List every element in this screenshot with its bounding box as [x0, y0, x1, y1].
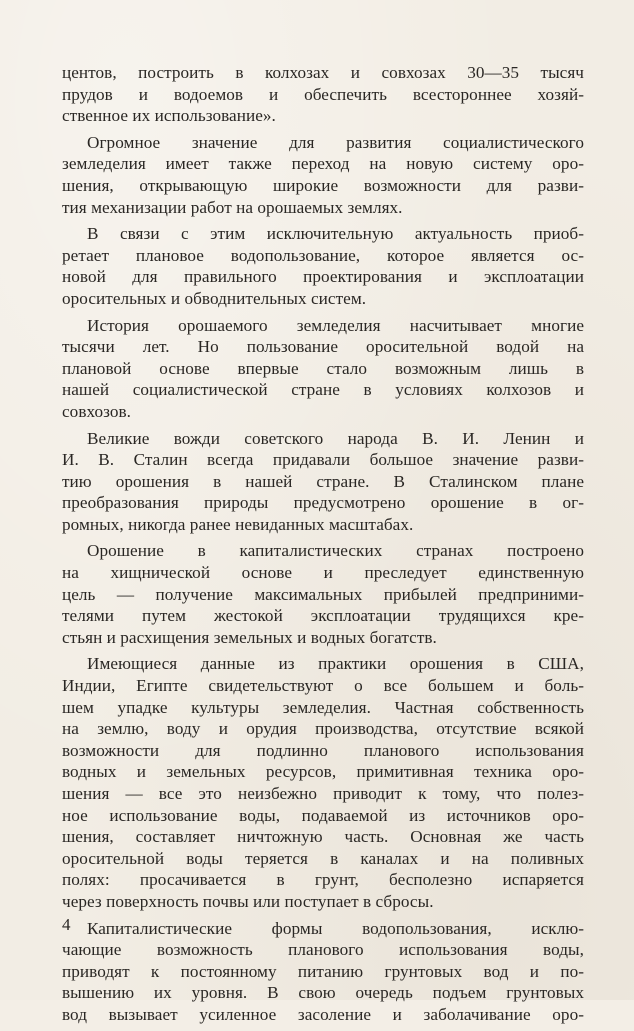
text-line: ное использование воды, подаваемой из источников оро-: [62, 805, 584, 825]
paragraph-1: [62, 62, 584, 127]
text-line: оросительных и обводнительных систем.: [62, 288, 367, 308]
page-number: 4: [62, 915, 71, 934]
text-line: Великие вожди советского народа В. И. Ленин и: [87, 428, 584, 448]
text-line: вышению их уровня. В свою очередь подъем грунтовых: [62, 983, 584, 1003]
text-line: шем упадке культуры земледелия. Частная собственность: [62, 697, 584, 717]
body-text: [62, 62, 584, 1031]
text-line: ретает плановое водопользование, которое является ос-: [62, 245, 584, 265]
text-line: чающие возможность планового использования воды,: [62, 940, 584, 960]
text-line: возможности для подлинно планового использования: [62, 740, 584, 760]
text-line: ромных, никогда ранее невиданных масштабах.: [62, 514, 414, 534]
paragraph-5: [62, 428, 584, 536]
paragraph-3: [62, 223, 584, 309]
text-line: Огромное значение для развития социалистического: [87, 132, 584, 152]
text-line: стьян и расхищения земельных и водных богатств.: [62, 627, 437, 647]
text-line: совхозов.: [62, 401, 132, 421]
text-line: тия механизации работ на орошаемых землях.: [62, 197, 403, 217]
text-line: через поверхность почвы или поступает в сбросы.: [62, 891, 434, 911]
text-line: В связи с этим исключительную актуальность приоб-: [87, 224, 584, 244]
text-line: новой для правильного проектирования и эксплоатации: [62, 267, 584, 287]
paragraph-8: [62, 918, 584, 1026]
text-line: И. В. Сталин всегда придавали большое значение разви-: [62, 450, 584, 470]
text-line: Индии, Египте свидетельствуют о все большем и боль-: [62, 676, 584, 696]
text-line: прудов и водоемов и обеспечить всестороннее хозяй-: [62, 84, 584, 104]
text-line: плановой основе впервые стало возможным лишь в: [62, 358, 584, 378]
text-line: Орошение в капиталистических странах построено: [87, 541, 584, 561]
paragraph-6: [62, 540, 584, 648]
text-line: нашей социалистической стране в условиях колхозов и: [62, 380, 584, 400]
text-line: земледелия имеет также переход на новую систему оро-: [62, 154, 584, 174]
text-line: шения, составляет ничтожную часть. Основная же часть: [62, 827, 584, 847]
text-line: шения, открывающую широкие возможности для разви-: [62, 175, 584, 195]
text-line: тысячи лет. Но пользование оросительной водой на: [62, 337, 584, 357]
paragraph-2: [62, 132, 584, 218]
text-line: Имеющиеся данные из практики орошения в США,: [87, 654, 584, 674]
text-line: шения — все это неизбежно приводит к тому, что полез-: [62, 784, 584, 803]
text-line: ственное их использование».: [62, 106, 276, 126]
text-line: цель — получение максимальных прибылей предприними-: [62, 584, 584, 604]
text-line: тию орошения в нашей стране. В Сталинском плане: [62, 471, 584, 491]
text-line: оросительной воды теряется в каналах и на поливных: [62, 848, 584, 868]
text-line: История орошаемого земледелия насчитывает многие: [87, 315, 584, 335]
text-line: центов, построить в колхозах и совхозах 30—35 тысяч: [62, 63, 584, 82]
text-line: телями путем жестокой эксплоатации трудящихся кре-: [62, 606, 584, 626]
paragraph-4: [62, 315, 584, 423]
text-line: полях: просачивается в грунт, бесполезно испаряется: [62, 870, 584, 890]
text-line: приводят к постоянному питанию грунтовых вод и по-: [62, 961, 584, 981]
text-line: на землю, воду и орудия производства, отсутствие всякой: [62, 719, 584, 739]
text-line: Капиталистические формы водопользования, исклю-: [87, 918, 584, 938]
text-line: водных и земельных ресурсов, примитивная техника оро-: [62, 762, 584, 782]
text-line: преобразования природы предусмотрено орошение в ог-: [62, 493, 584, 513]
text-line: на хищнической основе и преследует единственную: [62, 563, 584, 583]
paragraph-7: [62, 653, 584, 912]
text-line: вод вызывает усиленное засоление и заболачивание оро-: [62, 1004, 584, 1024]
